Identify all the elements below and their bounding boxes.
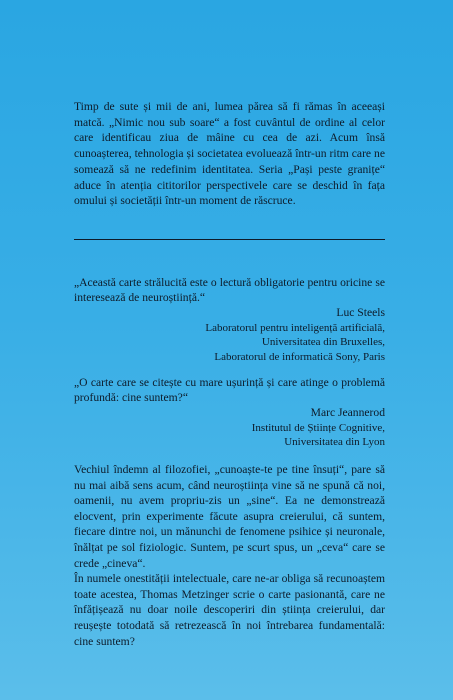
endorsement-author: Luc Steels (336, 306, 385, 320)
endorsement-author: Marc Jeannerod (310, 406, 385, 420)
book-description (74, 462, 385, 649)
book-description-paragraph: În numele onestității intelectuale, care ne-ar obliga să recunoaștem toate acestea, Thomas Metzinger scrie o carte pasionantă, care ne înfățișează nu doar noile descoperiri din știința creierului, dar reușește totodată să retrezească în noi întrebarea fundamentală: cine suntem? (74, 572, 385, 648)
endorsement-luc-steels (74, 275, 385, 365)
endorsement-affiliation-line: Universitatea din Lyon (284, 436, 385, 449)
endorsement-affiliation-line: Universitatea din Bruxelles, (261, 336, 385, 349)
endorsement-quote: „O carte care se citește cu mare ușurință și care atinge o problemă profundă: cine suntem?“ (74, 376, 385, 405)
section-divider (74, 239, 385, 240)
book-description-paragraph: Vechiul îndemn al filozofiei, „cunoaște-te pe tine însuți“, pare să nu mai aibă sens acum, când neuroștiința vine să ne spună că noi, oamenii, nu avem propriu-zis un „sine“. Ea ne demonstrează elocvent, prin experimente făcute asupra creierului, că suntem, fiecare dintre noi, un mănunchi de fenomene psihice și neuronale, înălțat pe sol fiziologic. Suntem, pe scurt spus, un „ceva“ care se crede „cineva“. (74, 463, 385, 570)
endorsement-affiliation-line: Laboratorul de informatică Sony, Paris (214, 351, 385, 364)
endorsement-quote: „Această carte strălucită este o lectură obligatorie pentru oricine se interesează de neuroștiință.“ (74, 276, 385, 305)
endorsement-marc-jeannerod (74, 375, 385, 450)
endorsement-affiliation-line: Institutul de Științe Cognitive, (251, 421, 385, 434)
series-description (74, 99, 385, 209)
series-description-text: Timp de sute și mii de ani, lumea părea să fi rămas în aceeași matcă. „Nimic nou sub soare“ a fost cuvântul de ordine al celor care identificau ziua de mâine cu cea de azi. Acum însă cunoașterea, tehnologia și societatea evoluează într-un ritm care ne somează să ne redefinim identitatea. Seria „Pași peste granițe“ aduce în atenția cititorilor perspectivele care se deschid în fața omului și societății într-un moment de răscruce. (74, 100, 385, 208)
endorsement-affiliation-line: Laboratorul pentru inteligență artificială, (205, 321, 385, 334)
